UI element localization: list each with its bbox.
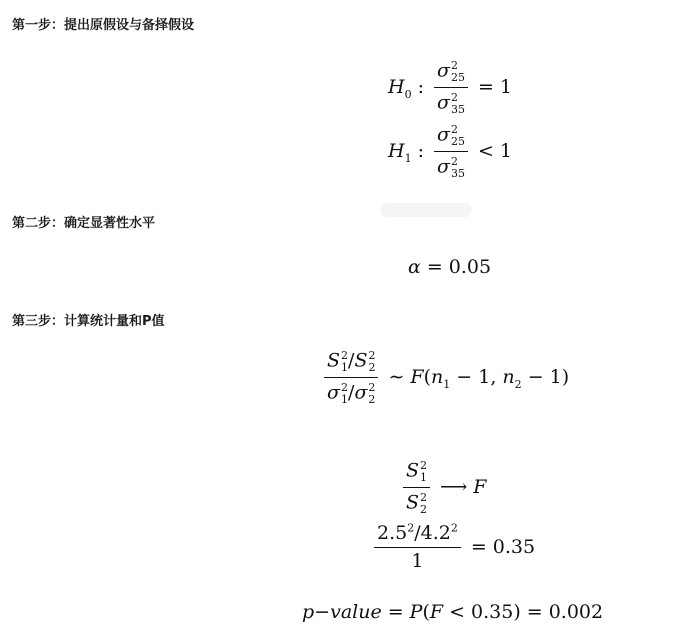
calculation-fraction [374,521,461,572]
h1-denominator: σ 2 35 [436,155,465,180]
step-2-heading: 第二步：确定显著性水平 [12,216,156,231]
population-variance-ratio: σ 2 1 /σ 2 2 [327,381,376,406]
sample-variance-ratio: S 2 1 /S 2 2 [324,350,378,378]
step-3-heading: 第三步：计算统计量和P值 [12,314,165,329]
h0-variance-ratio [434,60,468,115]
h1-variance-ratio [434,124,468,179]
faint-watermark [380,203,472,217]
step-1-heading: 第一步：提出原假设与备择假设 [12,18,195,33]
f-value-calculation [370,521,536,572]
h0-denominator: σ 2 35 [436,91,465,116]
alpha-value: 0.05 [448,256,492,278]
h0-symbol: $H_0$ [388,76,412,101]
p-value-result: 0.002 [548,601,604,623]
alpha-symbol: α [408,256,421,278]
f-distribution-statement [320,350,569,405]
f-variable: F [473,476,487,499]
sample-variance-fraction [403,460,430,515]
p-value-equation: p − value = P ( F < 0.35 ) = 0.002 [302,601,604,623]
ratio-numerator: S 2 1 [403,460,430,488]
alpha-operator: = [426,256,443,278]
h1-rhs: 1 [499,140,512,163]
calculation-denominator: 1 [411,550,424,572]
f-value-result: 0.35 [492,536,536,558]
h0-rhs: 1 [499,76,512,99]
significance-level [408,258,491,277]
distributed-as-symbol: ∼ [388,366,405,389]
h1-colon: : [417,140,424,163]
h1-numerator: σ 2 25 [434,124,468,152]
calculation-numerator: $2.5^2/4.2^2$ [374,524,461,548]
f-distribution-params: $F(n_1 - 1$, $n_2 - 1$) [410,366,570,391]
h1-symbol: $H_1$ [388,140,412,165]
sample-ratio-to-f [399,460,486,515]
long-right-arrow-icon: ⟶ [440,476,468,499]
h0-numerator: σ 2 25 [434,60,468,88]
calculation-operator: = [470,536,487,558]
alternative-hypothesis [388,124,512,179]
ratio-denominator: S 2 2 [406,491,428,516]
h0-colon: : [417,76,424,99]
h0-operator: = [477,76,494,99]
f-statistic-fraction [324,350,378,405]
h1-operator: < [477,140,494,163]
null-hypothesis [388,60,512,115]
